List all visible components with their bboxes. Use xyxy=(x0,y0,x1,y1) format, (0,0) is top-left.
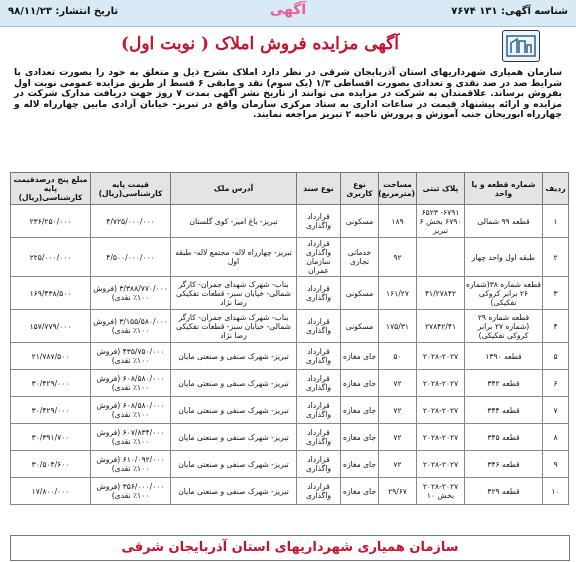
cell-area: ۷۲ xyxy=(379,451,417,478)
auction-lots-table xyxy=(10,172,569,505)
cell-price: ۴/۷۲۵/۰۰۰/۰۰۰ xyxy=(91,205,171,238)
cell-plaque: ۲۰۲۸-۲۰۲۷ بخش ۱۰ xyxy=(417,478,465,505)
cell-row-no: ۴ xyxy=(543,310,569,343)
cell-deed: قرارداد واگذاری سازمان عمران xyxy=(297,238,341,277)
cell-unit: قطعه شماره ۲۹ (شماره ۲۷ برابر کروکی تفکیکی) xyxy=(465,310,543,343)
table-row xyxy=(11,277,569,310)
cell-address: تبریز- شهرک صنفی و صنعتی مایان xyxy=(171,451,297,478)
cell-area: ۵۰ xyxy=(379,343,417,370)
table-row xyxy=(11,343,569,370)
cell-deed: قرارداد واگذاری xyxy=(297,205,341,238)
cell-deposit: ۲۲۵/۰۰۰/۰۰۰ xyxy=(11,238,91,277)
cell-price: ۴/۵۰۰/۰۰۰/۰۰۰ xyxy=(91,238,171,277)
table-header-row xyxy=(11,173,569,205)
cell-use: مسکونی xyxy=(341,277,379,310)
cell-row-no: ۱۰ xyxy=(543,478,569,505)
cell-plaque: ۲۰۲۸-۲۰۲۷ xyxy=(417,370,465,397)
cell-address: بناب- شهرک شهدای جمران- کارگر شمالی- خیابان سبز- قطعات تفکیکی رضا نژاد xyxy=(171,310,297,343)
cell-unit: قطعه ۹۹ شمالی xyxy=(465,205,543,238)
cell-plaque: ۲۷۸۴۲/۴۱ xyxy=(417,310,465,343)
footer-organization-name: سازمان همیاری شهرداریهای استان آذربایجان شرقی xyxy=(10,535,570,561)
cell-price: ۶۰۷/۸۳۴/۰۰۰ (فروش ۱۰۰٪ نقدی) xyxy=(91,424,171,451)
cell-address: تبریز- شهرک صنفی و صنعتی مایان xyxy=(171,370,297,397)
cell-deposit: ۲۳۶/۲۵۰/۰۰۰ xyxy=(11,205,91,238)
col-header-plaque: پلاک ثبتی xyxy=(417,173,465,205)
cell-address: تبریز- شهرک صنفی و صنعتی مایان xyxy=(171,397,297,424)
cell-use: جای مغازه xyxy=(341,478,379,505)
cell-area: ۷۲ xyxy=(379,424,417,451)
cell-deed: قرارداد واگذاری xyxy=(297,277,341,310)
cell-use: مسکونی xyxy=(341,310,379,343)
table-row xyxy=(11,310,569,343)
cell-deed: قرارداد واگذاری xyxy=(297,478,341,505)
cell-address: تبریز- باغ امیر- کوی گلستان xyxy=(171,205,297,238)
cell-area: ۱۶۱/۲۷ xyxy=(379,277,417,310)
cell-deposit: ۱۷/۸۰۰/۰۰۰ xyxy=(11,478,91,505)
organization-logo-icon xyxy=(502,30,540,62)
col-header-use: نوع کاربری xyxy=(341,173,379,205)
col-header-area: مساحت (مترمربع) xyxy=(379,173,417,205)
cell-price: ۳/۳۸۸/۷۷۰/۰۰۰ (فروش ۱۰۰٪ نقدی) xyxy=(91,277,171,310)
cell-plaque: ۲۰۲۸-۲۰۲۷ xyxy=(417,451,465,478)
table-row xyxy=(11,370,569,397)
cell-plaque: ۲۰۲۸-۲۰۲۷ xyxy=(417,424,465,451)
table-row xyxy=(11,238,569,277)
cell-plaque: ۲۰۲۸-۲۰۲۷ xyxy=(417,343,465,370)
ad-number: شناسه آگهی: ۱۳۱ ۷۶۷۴ xyxy=(451,6,568,17)
ad-header-bar xyxy=(0,0,576,27)
cell-price: ۳/۱۵۵/۵۸۰/۰۰۰ (فروش ۱۰۰٪ نقدی) xyxy=(91,310,171,343)
cell-row-no: ۳ xyxy=(543,277,569,310)
cell-area: ۱۸۹ xyxy=(379,205,417,238)
cell-row-no: ۶ xyxy=(543,370,569,397)
cell-row-no: ۱ xyxy=(543,205,569,238)
cell-unit: قطعه ۱۳۹۰ xyxy=(465,343,543,370)
col-header-row-no: ردیف xyxy=(543,173,569,205)
cell-address: تبریز- شهرک صنفی و صنعتی مایان xyxy=(171,424,297,451)
cell-use: جای مغازه xyxy=(341,424,379,451)
cell-deed: قرارداد واگذاری xyxy=(297,424,341,451)
publish-date: تاریخ انتشار: ۹۸/۱۱/۲۳ xyxy=(8,6,119,17)
intro-paragraph: سازمان همیاری شهرداریهای استان آذربایجان شرقی در نظر دارد املاک بشرح ذیل و متعلق به خود را بصورت تعدادی با شرایط صد در صد نقدی و تعدادی بصورت اقساطی ۱/۳ (یک سوم) نقد و مابقی ۶ قسط از طریق مزایده عمومی نوبت اول بفروش برساند. علاقمندان به شرکت در مزایده می توانند از تاریخ نشر آگهی بمدت ۷ روز جهت دریافت مدارک شرکت در مزایده و ارائه پیشنهاد قیمت در ساعات اداری به ستاد مرکزی سازمان واقع در تبریز- خیابان آزادی مابین چهارراه لاله و چهارراه ابوریحان جنب آموزش و پرورش ناحیه ۲ تبریز مراجعه نمایند. xyxy=(14,67,563,121)
cell-deed: قرارداد واگذاری xyxy=(297,343,341,370)
cell-unit: قطعه شماره ۳۸(شماره ۲۶ برابر کروکی تفکیکی) xyxy=(465,277,543,310)
cell-unit: قطعه ۳۴۵ xyxy=(465,424,543,451)
cell-plaque: ۴۱/۲۷۸۴۲ xyxy=(417,277,465,310)
cell-unit: قطعه ۳۴۲ xyxy=(465,370,543,397)
cell-price: ۶۰۸/۵۸۰/۰۰۰ (فروش ۱۰۰٪ نقدی) xyxy=(91,397,171,424)
cell-unit: طبقه اول واحد چهار xyxy=(465,238,543,277)
ad-label: آگهی xyxy=(269,2,307,18)
cell-use: جای مغازه xyxy=(341,397,379,424)
table-row xyxy=(11,205,569,238)
table-row xyxy=(11,478,569,505)
cell-price: ۴۳۵/۷۵۰/۰۰۰ (فروش ۱۰۰٪ نقدی) xyxy=(91,343,171,370)
cell-deed: قرارداد واگذاری xyxy=(297,451,341,478)
cell-address: تبریز- شهرک صنفی و صنعتی مایان xyxy=(171,478,297,505)
cell-deed: قرارداد واگذاری xyxy=(297,310,341,343)
cell-plaque xyxy=(417,238,465,277)
table-row xyxy=(11,424,569,451)
cell-deposit: ۳۰/۳۹۱/۷۰۰ xyxy=(11,424,91,451)
cell-area: ۷۲ xyxy=(379,397,417,424)
cell-use: جای مغازه xyxy=(341,451,379,478)
cell-deposit: ۲۱/۷۸۷/۵۰۰ xyxy=(11,343,91,370)
col-header-address: آدرس ملک xyxy=(171,173,297,205)
cell-row-no: ۸ xyxy=(543,424,569,451)
cell-use: جای مغازه xyxy=(341,343,379,370)
cell-address: تبریز- شهرک صنفی و صنعتی مایان xyxy=(171,343,297,370)
table-row xyxy=(11,451,569,478)
cell-row-no: ۲ xyxy=(543,238,569,277)
cell-address: تبریز- چهارراه لاله- مجتمع لاله- طبقه اول xyxy=(171,238,297,277)
cell-deed: قرارداد واگذاری xyxy=(297,370,341,397)
cell-row-no: ۷ xyxy=(543,397,569,424)
cell-deposit: ۳۰/۴۲۹/۰۰۰ xyxy=(11,370,91,397)
cell-unit: قطعه ۴۲۹ xyxy=(465,478,543,505)
cell-use: جای مغازه xyxy=(341,370,379,397)
cell-plaque: ۲۰۲۸-۲۰۲۷ xyxy=(417,397,465,424)
page-title: آگهی مزایده فروش املاک ( نوبت اول) xyxy=(120,34,400,54)
col-header-unit: شماره قطعه و یا واحد xyxy=(465,173,543,205)
cell-price: ۶۱۰/۰۹۲/۰۰۰ (فروش ۱۰۰٪ نقدی) xyxy=(91,451,171,478)
cell-unit: قطعه ۳۴۴ xyxy=(465,397,543,424)
cell-area: ۱۷۵/۳۱ xyxy=(379,310,417,343)
col-header-deed: نوع سند xyxy=(297,173,341,205)
cell-row-no: ۵ xyxy=(543,343,569,370)
col-header-deposit: مبلغ پنج درصدقیمت پایه کارشناسی(ریال) xyxy=(11,173,91,205)
cell-price: ۶۰۸/۵۸۰/۰۰۰ (فروش ۱۰۰٪ نقدی) xyxy=(91,370,171,397)
cell-deed: قرارداد واگذاری xyxy=(297,397,341,424)
cell-use: خدماتی تجاری xyxy=(341,238,379,277)
cell-area: ۲۹/۶۷ xyxy=(379,478,417,505)
cell-area: ۹۲ xyxy=(379,238,417,277)
cell-row-no: ۹ xyxy=(543,451,569,478)
cell-price: ۳۵۶/۰۰۰/۰۰۰ (فروش ۱۰۰٪ نقدی) xyxy=(91,478,171,505)
col-header-price: قیمت پایه کارشناسی(ریال) xyxy=(91,173,171,205)
cell-use: مسکونی xyxy=(341,205,379,238)
cell-deposit: ۳۰/۴۲۹/۰۰۰ xyxy=(11,397,91,424)
cell-deposit: ۱۶۹/۴۳۸/۵۰۰ xyxy=(11,277,91,310)
cell-address: بناب- شهرک شهدای جمران- کارگر شمالی- خیابان سبز- قطعات تفکیکی رضا نژاد xyxy=(171,277,297,310)
cell-unit: قطعه ۳۴۶ xyxy=(465,451,543,478)
table-row xyxy=(11,397,569,424)
cell-area: ۷۲ xyxy=(379,370,417,397)
cell-deposit: ۳۰/۵۰۴/۶۰۰ xyxy=(11,451,91,478)
cell-plaque: ۶۷۹۱- ۶۵۲۳ ۶۷۹۰ بخش ۶ تبریز xyxy=(417,205,465,238)
cell-deposit: ۱۵۷/۷۷۹/۰۰۰ xyxy=(11,310,91,343)
